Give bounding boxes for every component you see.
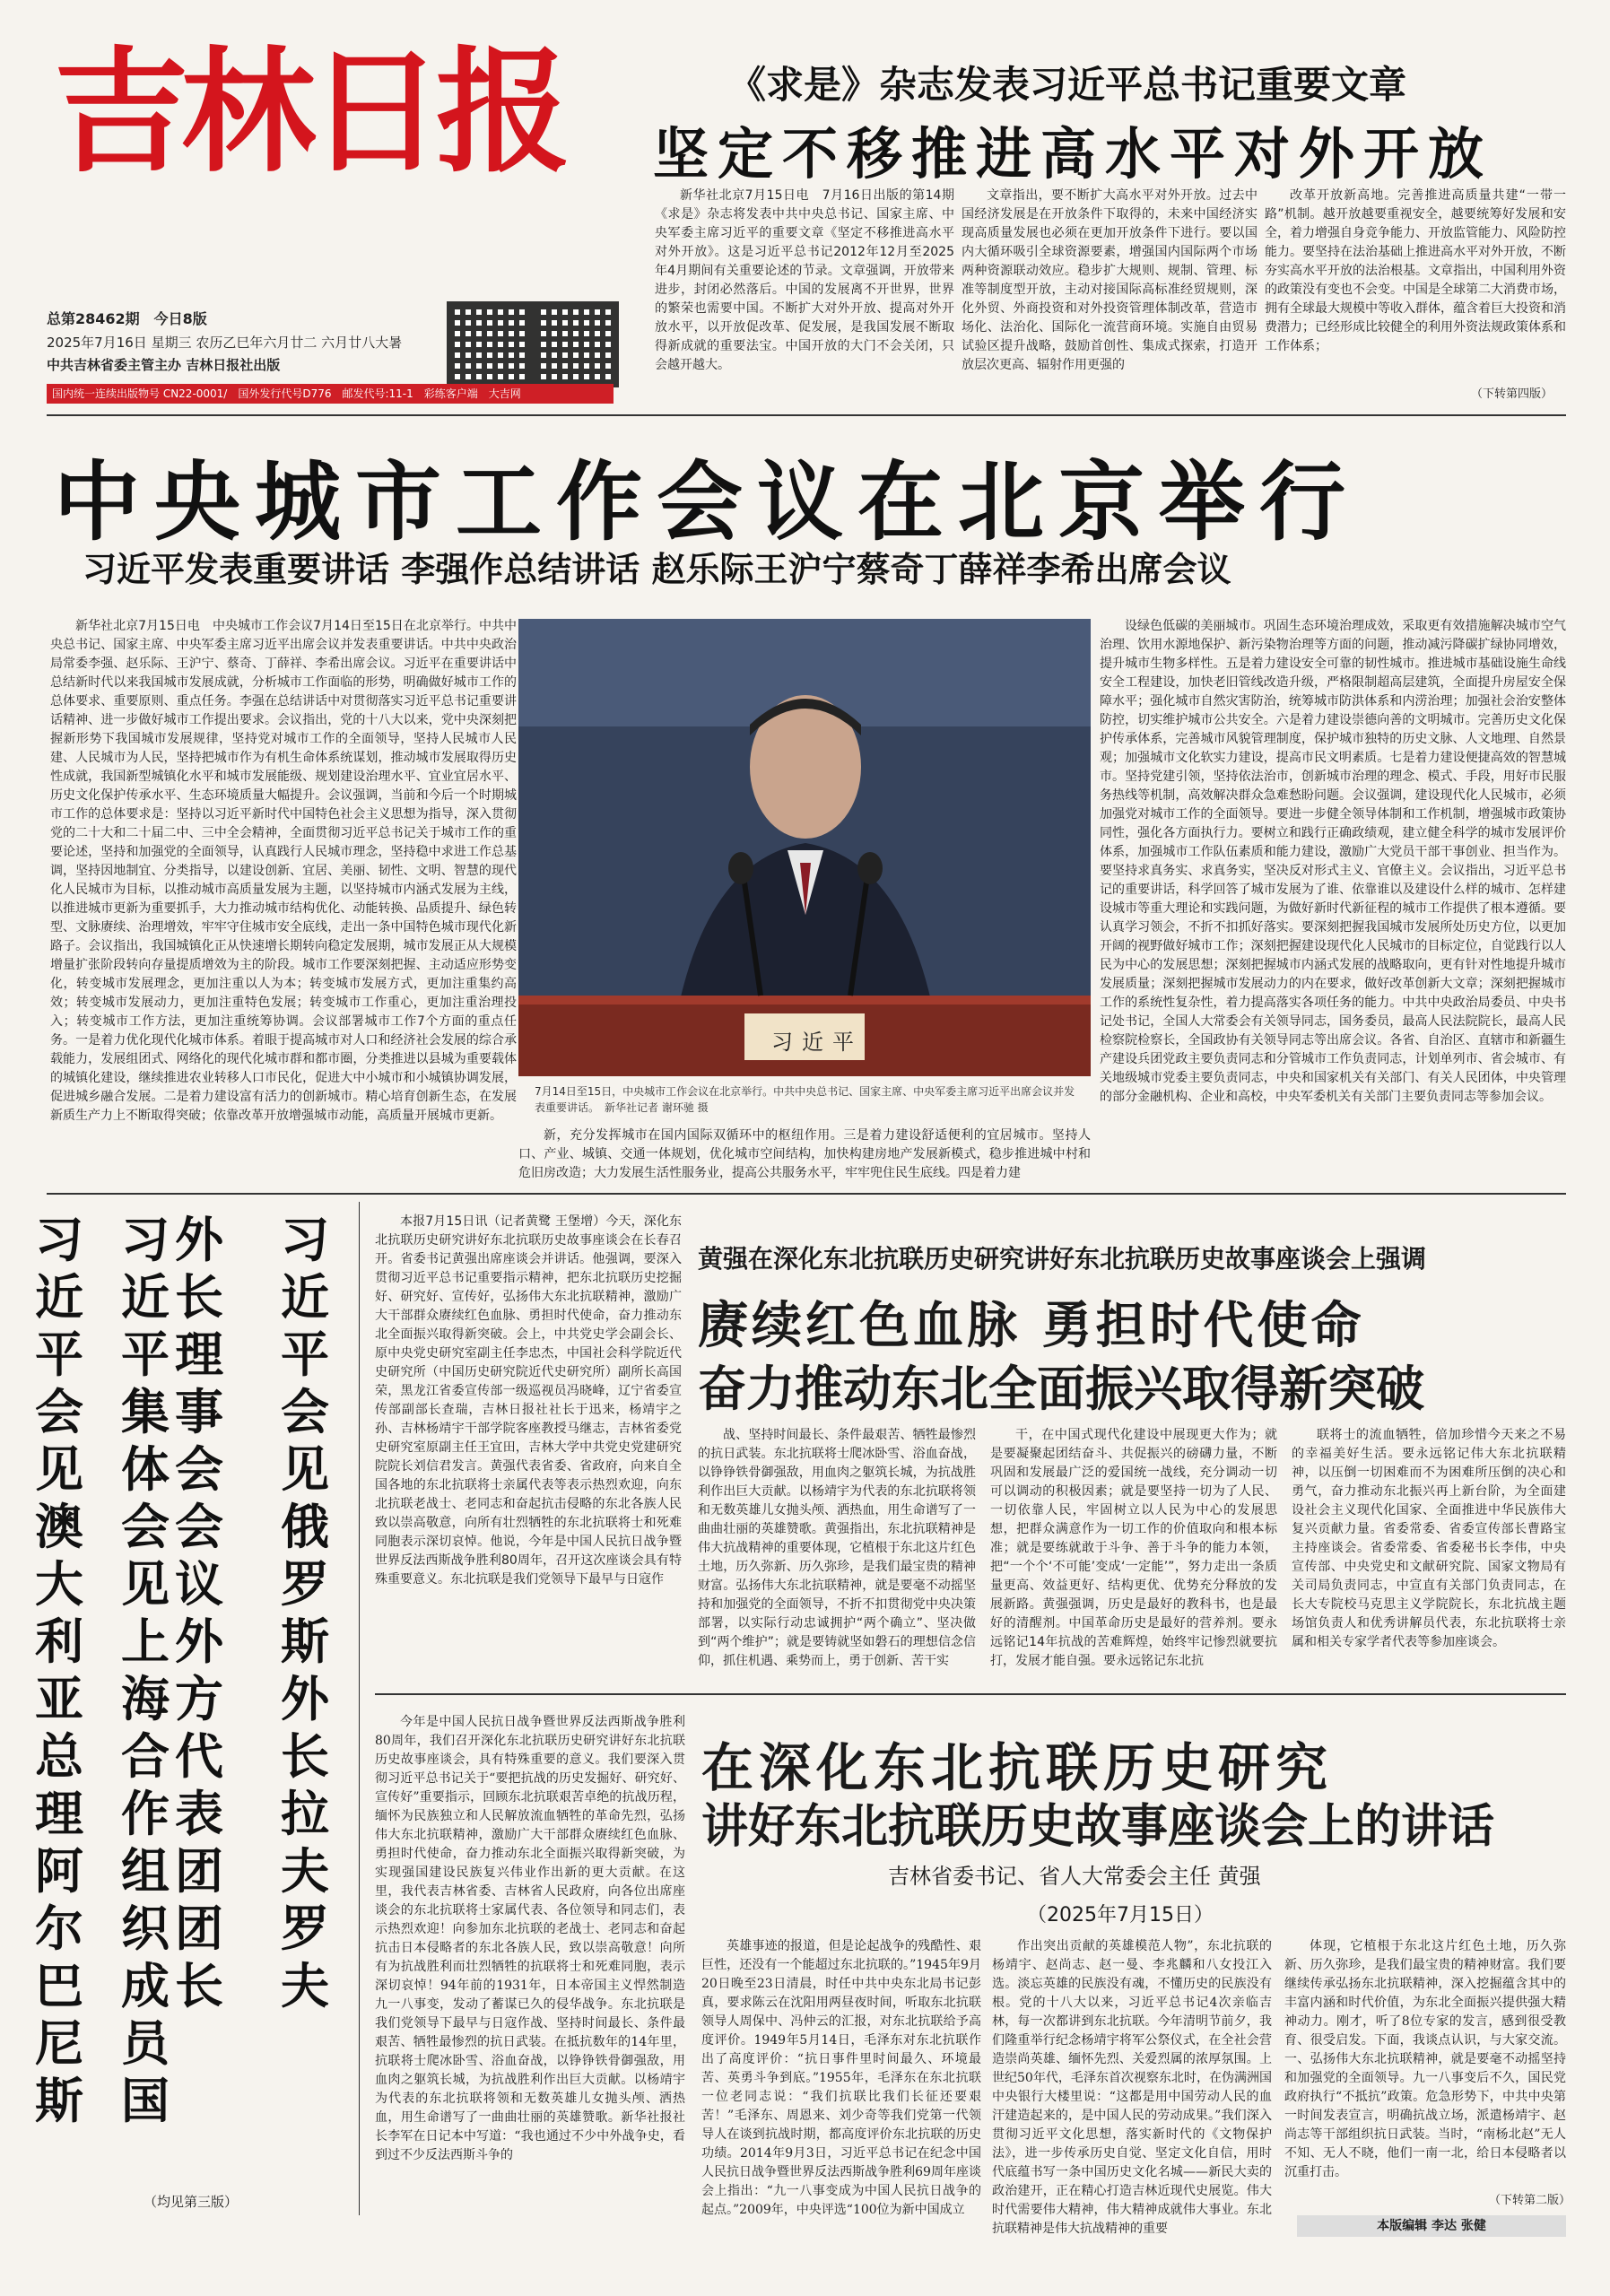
lead-photo-art (518, 619, 1091, 1076)
qr-code-1 (447, 301, 533, 387)
speech-date: （2025年7月15日） (1027, 1904, 1214, 1926)
qr-code-2 (533, 301, 619, 387)
nameplate: 习近平 (771, 1030, 863, 1055)
divider (47, 1193, 1566, 1195)
vertical-headline-albanese: 习近平会见澳大利亚总理阿尔巴尼斯 (35, 1211, 83, 2129)
vertical-headline-lavrov: 习近平会见俄罗斯外长拉夫罗夫 (281, 1211, 329, 2014)
vertical-headline-sco-1: 外长理事会会议外方代表团团长 (175, 1211, 223, 2014)
top-story-headline: 坚定不移推进高水平对外开放 (653, 121, 1493, 187)
speech-headline-2: 讲好东北抗联历史故事座谈会上的讲话 (701, 1799, 1495, 1854)
lead-col-2-bottom: 新，充分发挥城市在国内国际双循环中的枢纽作用。三是着力建设舒适便利的宜居城市。坚持人口、产业、城镇、交通一体规划，优化城市空间结构，加快构建房地产发展新模式，稳步推进城中村和危旧房改造；大力发展生活性服务业，提高公共服务水平，牢牢兜住民生底线。四是着力建 (518, 1128, 1091, 1180)
photo-caption: 7月14日至15日，中央城市工作会议在北京举行。中共中央总书记、国家主席、中央军委主席习近平出席会议并发表重要讲话。 新华社记者 谢环驰 摄 (535, 1085, 1075, 1114)
lead-col-1: 新华社北京7月15日电 中央城市工作会议7月14日至15日在北京举行。中共中央总书记、国家主席、中央军委主席习近平出席会议并发表重要讲话。中共中央政治局常委李强、赵乐际、王沪宁、蔡奇、丁薛祥、李希出席会议。习近平在重要讲话中总结新时代以来我国城市发展成就，分析城市工作面临的形势，明确做好城市工作的总体要求、重要原则、重点任务。李强在总结讲话中对贯彻落实习近平总书记重要讲话精神、进一步做好城市工作提出要求。会议指出，党的十八大以来，党中央深刻把握新形势下我国城市发展规律，坚持党对城市工作的全面领导，坚持人民城市人民建、人民城市为人民，坚持把城市作为有机生命体系统谋划，推动城市发展取得历史性成就，我国新型城镇化水平和城市发展能级、规划建设治理水平、宜业宜居水平、历史文化保护传承水平、生态环境质量大幅提升。会议强调，当前和今后一个时期城市工作的总体要求是：坚持以习近平新时代中国特色社会主义思想为指导，深入贯彻党的二十大和二十届二中、三中全会精神，全面贯彻习近平总书记关于城市工作的重要论述，坚持和加强党的全面领导，认真践行人民城市理念，坚持稳中求进工作总基调，坚持因地制宜、分类指导，以建设创新、宜居、美丽、韧性、文明、智慧的现代化人民城市为目标，以推动城市高质量发展为主题，以坚持城市内涵式发展为主线，以推进城市更新为重要抓手，大力推动城市结构优化、动能转换、品质提升、绿色转型、文脉赓续、治理增效，牢牢守住城市安全底线，走出一条中国特色城市现代化新路子。会议指出，我国城镇化正从快速增长期转向稳定发展期，城市发展正从大规模增量扩张阶段转向存量提质增效为主的阶段。城市工作要深刻把握、主动适应形势变化，转变城市发展理念，更加注重以人为本；转变城市发展方式，更加注重集约高效；转变城市发展动力，更加注重特色发展；转变城市工作重心，更加注重治理投入；转变城市工作方法，更加注重统筹协调。会议部署城市工作7个方面的重点任务。一是着力优化现代化城市体系。着眼于提高城市对人口和经济社会发展的综合承载能力，发展组团式、网络化的现代化城市群和都市圈，分类推进以县城为重要载体的城镇化建设，继续推进农业转移人口市民化，促进大中小城市和小城镇协调发展，促进城乡融合发展。二是着力建设富有活力的创新城市。精心培育创新生态，在发展新质生产力上不断取得突破；依靠改革开放增强城市动能，高质量开展城市更新。 (50, 619, 517, 1123)
masthead: 吉林日报 (54, 33, 564, 191)
top-story-kicker: 《求是》杂志发表习近平总书记重要文章 (728, 63, 1407, 107)
top-story-col-1: 新华社北京7月15日电 7月16日出版的第14期《求是》杂志将发表中共中央总书记、国家主席、中央军委主席习近平的重要文章《坚定不移推进高水平对外开放》。这是习近平总书记2012年12月至2025年4月期间有关重要论述的节录。文章强调，开放带来进步，封闭必然落后。中国的发展离不开世界，世界的繁荣也需要中国。不断扩大对外开放、提高对外开放水平，以开放促改革、促发展，是我国发展不断取得新成就的重要法宝。中国开放的大门不会关闭，只会越开越大。 (655, 188, 954, 372)
speech-continued: （下转第二版） (1489, 2194, 1571, 2207)
publication-info-bar: 国内统一连续出版物号 CN22-0001/ 国外发行代号D776 邮发代号:11-1 彩练客户端 大吉网 (47, 384, 614, 404)
issue-date: 2025年7月16日 星期三 农历乙巳年六月廿二 六月廿八大暑 (47, 335, 403, 351)
issue-number: 总第28462期 今日8版 (47, 310, 207, 327)
huang-headline-2: 奋力推动东北全面振兴取得新突破 (698, 1360, 1424, 1417)
top-story-col-3: 改革开放新高地。完善推进高质量共建“一带一路”机制。越开放越要重视安全，越要统筹好发展和安全，着力增强自身竞争能力、开放监管能力、风险防控能力。要坚持在法治基础上推进高水平对外开放，不断夯实高水平开放的法治根基。文章指出，中国利用外资的政策没有变也不会变。中国是全球第二大消费市场，拥有全球最大规模中等收入群体，蕴含着巨大投资和消费潜力；已经形成比较健全的利用外资法规政策体系和工作体系； (1265, 188, 1566, 353)
huang-headline-1: 赓续红色血脉 勇担时代使命 (698, 1296, 1365, 1355)
lead-subhead: 习近平发表重要讲话 李强作总结讲话 赵乐际王沪宁蔡奇丁薛祥李希出席会议 (83, 550, 1231, 589)
speech-intro: 今年是中国人民抗日战争暨世界反法西斯战争胜利80周年，我们召开深化东北抗联历史研究讲好东北抗联历史故事座谈会，具有特殊重要的意义。我们要深入贯彻习近平总书记关于“要把抗战的历史发掘好、研究好、宣传好”重要指示，回顾东北抗联艰苦卓绝的抗战历程，缅怀为民族独立和人民解放流血牺牲的革命先烈，弘扬伟大东北抗联精神，激励广大干部群众赓续红色血脉、勇担时代使命，奋力推动东北全面振兴取得新突破，为实现强国建设民族复兴伟业作出新的更大贡献。在这里，我代表吉林省委、吉林省人民政府，向各位出席座谈会的东北抗联将士家属代表、各位领导和同志们，表示热烈欢迎！向参加东北抗联的老战士、老同志和奋起抗击日本侵略者的东北各族人民，致以崇高敬意！向所有为抗战胜利而壮烈牺牲的抗联将士和死难同胞，表示深切哀悼！94年前的1931年，日本帝国主义悍然制造九一八事变，发动了蓄谋已久的侵华战争。东北抗联是我们党领导下最早与日寇作战、坚持时间最长、条件最艰苦、牺牲最惨烈的抗日武装。在抵抗数年的14年里，抗联将士爬冰卧雪、浴血奋战，以铮铮铁骨御强敌，用血肉之躯筑长城，为抗战胜利作出巨大贡献。以杨靖宇为代表的东北抗联将领和无数英雄儿女抛头颅、洒热血，用生命谱写了一曲曲壮丽的英雄赞歌。新华社报社长李军在日记本中写道：“我也通过不少中外战争史，看到过不少反法西斯斗争的 (375, 1715, 685, 2162)
see-page-note: （均见第三版） (144, 2194, 239, 2210)
speech-col-3: 体现，它植根于东北这片红色土地，历久弥新、历久弥珍，是我们最宝贵的精神财富。我们要继续传承弘扬东北抗联精神，深入挖掘蕴含其中的丰富内涵和时代价值，为东北全面振兴提供强大精神动力。刚才，听了8位专家的发言，感到很受教育、很受启发。下面，我谈点认识，与大家交流。一、弘扬伟大东北抗联精神，就是要毫不动摇坚持和加强党的全面领导。九一八事变后不久，国民党政府执行“不抵抗”政策。危急形势下，中共中央第一时间发表宣言，明确抗战立场，派遣杨靖宇、赵尚志等干部组织抗日武装。当时，“南杨北赵”无人不知、无人不晓，他们一南一北，给日本侵略者以沉重打击。 (1284, 1939, 1566, 2179)
huang-lead-text: 本报7月15日讯（记者黄鹭 王堡增）今天，深化东北抗联历史研究讲好东北抗联历史故事座谈会在长春召开。省委书记黄强出席座谈会并讲话。他强调，要深入贯彻习近平总书记重要指示精神，把东北抗联历史挖掘好、研究好、宣传好，弘扬伟大东北抗联精神，激励广大干部群众赓续红色血脉、勇担时代使命，奋力推动东北全面振兴取得新突破。会上，中共党史学会副会长、原中央党史研究室副主任李忠杰，中国社会科学院近代史研究所（中国历史研究院近代史研究所）副所长高国荣，黑龙江省委宣传部一级巡视员冯晓峰，辽宁省委宣传部副部长查瑞，吉林日报社社长于迅来，杨靖宇之孙、吉林杨靖宇干部学院客座教授马继志，吉林省委党史研究室原副主任王宜田，吉林大学中共党史党建研究院院长刘信君发言。黄强代表省委、省政府，向来自全国各地的东北抗联将士亲属代表等表示热烈欢迎，向东北抗联老战士、老同志和奋起抗击侵略的东北各族人民致以崇高敬意，向所有壮烈牺牲的东北抗联将士和死难同胞表示深切哀悼。他说，今年是中国人民抗日战争暨世界反法西斯战争胜利80周年，召开这次座谈会具有特殊重要意义。东北抗联是我们党领导下最早与日寇作 (375, 1214, 682, 1587)
huang-kicker: 黄强在深化东北抗联历史研究讲好东北抗联历史故事座谈会上强调 (698, 1244, 1427, 1274)
divider (47, 414, 1566, 416)
huang-col-2: 干，在中国式现代化建设中展现更大作为；就是要凝聚起团结奋斗、共促振兴的磅礴力量，不断巩固和发展最广泛的爱国统一战线，充分调动一切可以调动的积极因素；就是要坚持一切为了人民、一切依靠人民，牢固树立以人民为中心的发展思想，把群众满意作为一切工作的价值取向和根本标准；就是要练就敢于斗争、善于斗争的能力本领，把“一个个‘不可能’变成‘一定能’”，努力走出一条质量更高、效益更好、结构更优、优势充分释放的发展新路。黄强强调，历史是最好的教科书，也是最好的清醒剂。中国革命历史是最好的营养剂。要永远铭记14年抗战的苦难辉煌，始终牢记惨烈就要抗打，发展才能自强。要永远铭记东北抗 (990, 1428, 1277, 1668)
lead-photo (518, 619, 1091, 1076)
huang-col-1: 战、坚持时间最长、条件最艰苦、牺牲最惨烈的抗日武装。东北抗联将士爬冰卧雪、浴血奋战，以铮铮铁骨御强敌，用血肉之躯筑长城，为抗战胜利作出巨大贡献。以杨靖宇为代表的东北抗联将领和无数英雄儿女抛头颅、洒热血，用生命谱写了一曲曲壮丽的英雄赞歌。黄强指出，东北抗联精神是伟大抗战精神的重要体现，它植根于东北这片红色土地，历久弥新、历久弥珍，是我们最宝贵的精神财富。弘扬伟大东北抗联精神，就是要毫不动摇坚持和加强党的全面领导，不折不扣贯彻党中央决策部署，以实际行动忠诚拥护“两个确立”、坚决做到“两个维护”；就是要铸就坚如磐石的理想信念信仰，抓住机遇、乘势而上，勇于创新、苦干实 (698, 1428, 976, 1668)
huang-col-3: 联将士的流血牺牲，倍加珍惜今天来之不易的幸福美好生活。要永远铭记伟大东北抗联精神，以压倒一切困难而不为困难所压倒的决心和勇气，奋力推动东北振兴再上新台阶，为全面建设社会主义现代化国家、全面推进中华民族伟大复兴贡献力量。省委常委、省委宣传部长曹路宝主持座谈会。省委常委、省委秘书长李伟，中央宣传部、中央党史和文献研究院、国家文物局有关司局负责同志，中宣直有关部门负责同志，在长大专院校马克思主义学院院长，东北抗战主题场馆负责人和优秀讲解员代表，东北抗联将士亲属和相关专家学者代表等参加座谈会。 (1292, 1428, 1566, 1649)
top-story-col-2: 文章指出，要不断扩大高水平对外开放。过去中国经济发展是在开放条件下取得的，未来中国经济实现高质量发展也必须在更加开放条件下进行。要以国内大循环吸引全球资源要素，增强国内国际两个市场两种资源联动效应。稳步扩大规则、规制、管理、标准等制度型开放，主动对接国际高标准经贸规则，深化外贸、外商投资和对外投资管理体制改革，营造市场化、法治化、国际化一流营商环境。实施自由贸易试验区提升战略，鼓励首创性、集成式探索，打造开放层次更高、辐射作用更强的 (962, 188, 1258, 372)
speech-byline: 吉林省委书记、省人大常委会主任 黄强 (888, 1864, 1261, 1889)
speech-col-1: 英雄事迹的报道，但是论起战争的残酷性、艰巨性，还没有一个能超过东北抗联的。”1945年9月20日晚至23日清晨，时任中共中央东北局书记彭真，要求陈云在沈阳用两昼夜时间，听取东北抗联领导人周保中、冯仲云的汇报，对东北抗联给予高度评价。1949年5月14日，毛泽东对东北抗联作出了高度评价：“抗日事件里时间最久、环境最苦、英勇斗争到底。”1955年，毛泽东在东北抗联一位老同志说：“我们抗联比我们长征还要艰苦！”毛泽东、周恩来、刘少奇等我们党第一代领导人在谈到抗战时期，都高度评价东北抗联的历史功绩。2014年9月3日，习近平总书记在纪念中国人民抗日战争暨世界反法西斯战争胜利69周年座谈会上指出：“九一八事变成为中国人民抗日战争的起点。”2009年，中央评选“100位为新中国成立 (701, 1939, 981, 2217)
top-story-continued: （下转第四版） (1471, 387, 1553, 401)
speech-col-2: 作出突出贡献的英雄模范人物”，东北抗联的杨靖宇、赵尚志、赵一曼、李兆麟和八女投江入选。淡忘英雄的民族没有魂，不懂历史的民族没有根。党的十八大以来，习近平总书记4次亲临吉林，每一次都讲到东北抗联。今年清明节前夕，我们隆重举行纪念杨靖宇将军公祭仪式，在全社会营造崇尚英雄、缅怀先烈、关爱烈属的浓厚氛围。上世纪50年代，毛泽东首次视察东北时，在伪满洲国中央银行大楼里说：“这都是用中国劳动人民的血汗建造起来的，是中国人民的劳动成果。”我们深入贯彻习近平文化思想，落实新时代的《文物保护法》，进一步传承历史自觉、坚定文化自信，用时代底蕴书写一条中国历史文化名城——新民大卖的政治建开，正在精心打造吉林近现代史展览。伟大时代需要伟大精神，伟大精神成就伟大事业。东北抗联精神是伟大抗战精神的重要 (992, 1939, 1272, 2236)
lead-col-3: 设绿色低碳的美丽城市。巩固生态环境治理成效，采取更有效措施解决城市空气治理、饮用水源地保护、新污染物治理等方面的问题，推动减污降碳扩绿协同增效，提升城市生物多样性。五是着力建设安全可靠的韧性城市。推进城市基础设施生命线安全工程建设，加快老旧管线改造升级，严格限制超高层建筑，全面提升房屋安全保障水平；强化城市自然灾害防治，统筹城市防洪体系和内涝治理；加强社会治安整体防控，切实维护城市公共安全。六是着力建设崇德向善的文明城市。完善历史文化保护传承体系，完善城市风貌管理制度，保护城市独特的历史文脉、人文地理、自然景观；加强城市文化软实力建设，提高市民文明素质。七是着力建设便捷高效的智慧城市。坚持党建引领，坚持依法治市，创新城市治理的理念、模式、手段，用好市民服务热线等机制，高效解决群众急难愁盼问题。会议强调，建设现代化人民城市，必须加强党对城市工作的全面领导。要进一步健全领导体制和工作机制，增强城市政策协同性，强化各方面执行力。要树立和践行正确政绩观，建立健全科学的城市发展评价体系，加强城市工作队伍素质和能力建设，激励广大党员干部干事创业、担当作为。要坚持求真务实、求真务实，坚决反对形式主义、官僚主义。会议指出，习近平总书记的重要讲话，科学回答了城市发展为了谁、依靠谁以及建设什么样的城市、怎样建设城市等重大理论和实践问题，为做好新时代新征程的城市工作提供了根本遵循。要认真学习领会，不折不扣抓好落实。要深刻把握我国城市发展所处历史方位，以更加开阔的视野做好城市工作；深刻把握建设现代化人民城市的目标定位，自觉践行以人民为中心的发展思想；深刻把握城市内涵式发展的战略取向，更有针对性地提升城市发展质量；深刻把握城市发展动力的内在要求，做好改革创新大文章；深刻把握城市工作的系统性复杂性，着力提高落实各项任务的能力。中共中央政治局委员、中央书记处书记，全国人大常委会有关领导同志，国务委员，最高人民法院院长，最高人民检察院检察长，全国政协有关领导同志等出席会议。各省、自治区、直辖市和新疆生产建设兵团党政主要负责同志和分管城市工作负责同志，计划单列市、省会城市、有关地级城市党委主要负责同志，中央和国家机关有关部门、有关人民团体，中央管理的部分金融机构、企业和高校，中央军委机关有关部门主要负责同志等参加会议。 (1100, 619, 1566, 1104)
publisher: 中共吉林省委主管主办 吉林日报社出版 (47, 357, 281, 373)
lead-headline: 中央城市工作会议在北京举行 (54, 451, 1360, 552)
divider (375, 1693, 1566, 1695)
page-editors: 本版编辑 李达 张健 (1297, 2215, 1566, 2237)
vertical-headline-sco-2: 习近平集体会见上海合作组织成员国 (121, 1211, 170, 2129)
speech-headline-1: 在深化东北抗联历史研究 (701, 1737, 1334, 1798)
divider (359, 1202, 360, 2215)
photo-credit: 新华社记者 谢环驰 摄 (605, 1101, 709, 1114)
